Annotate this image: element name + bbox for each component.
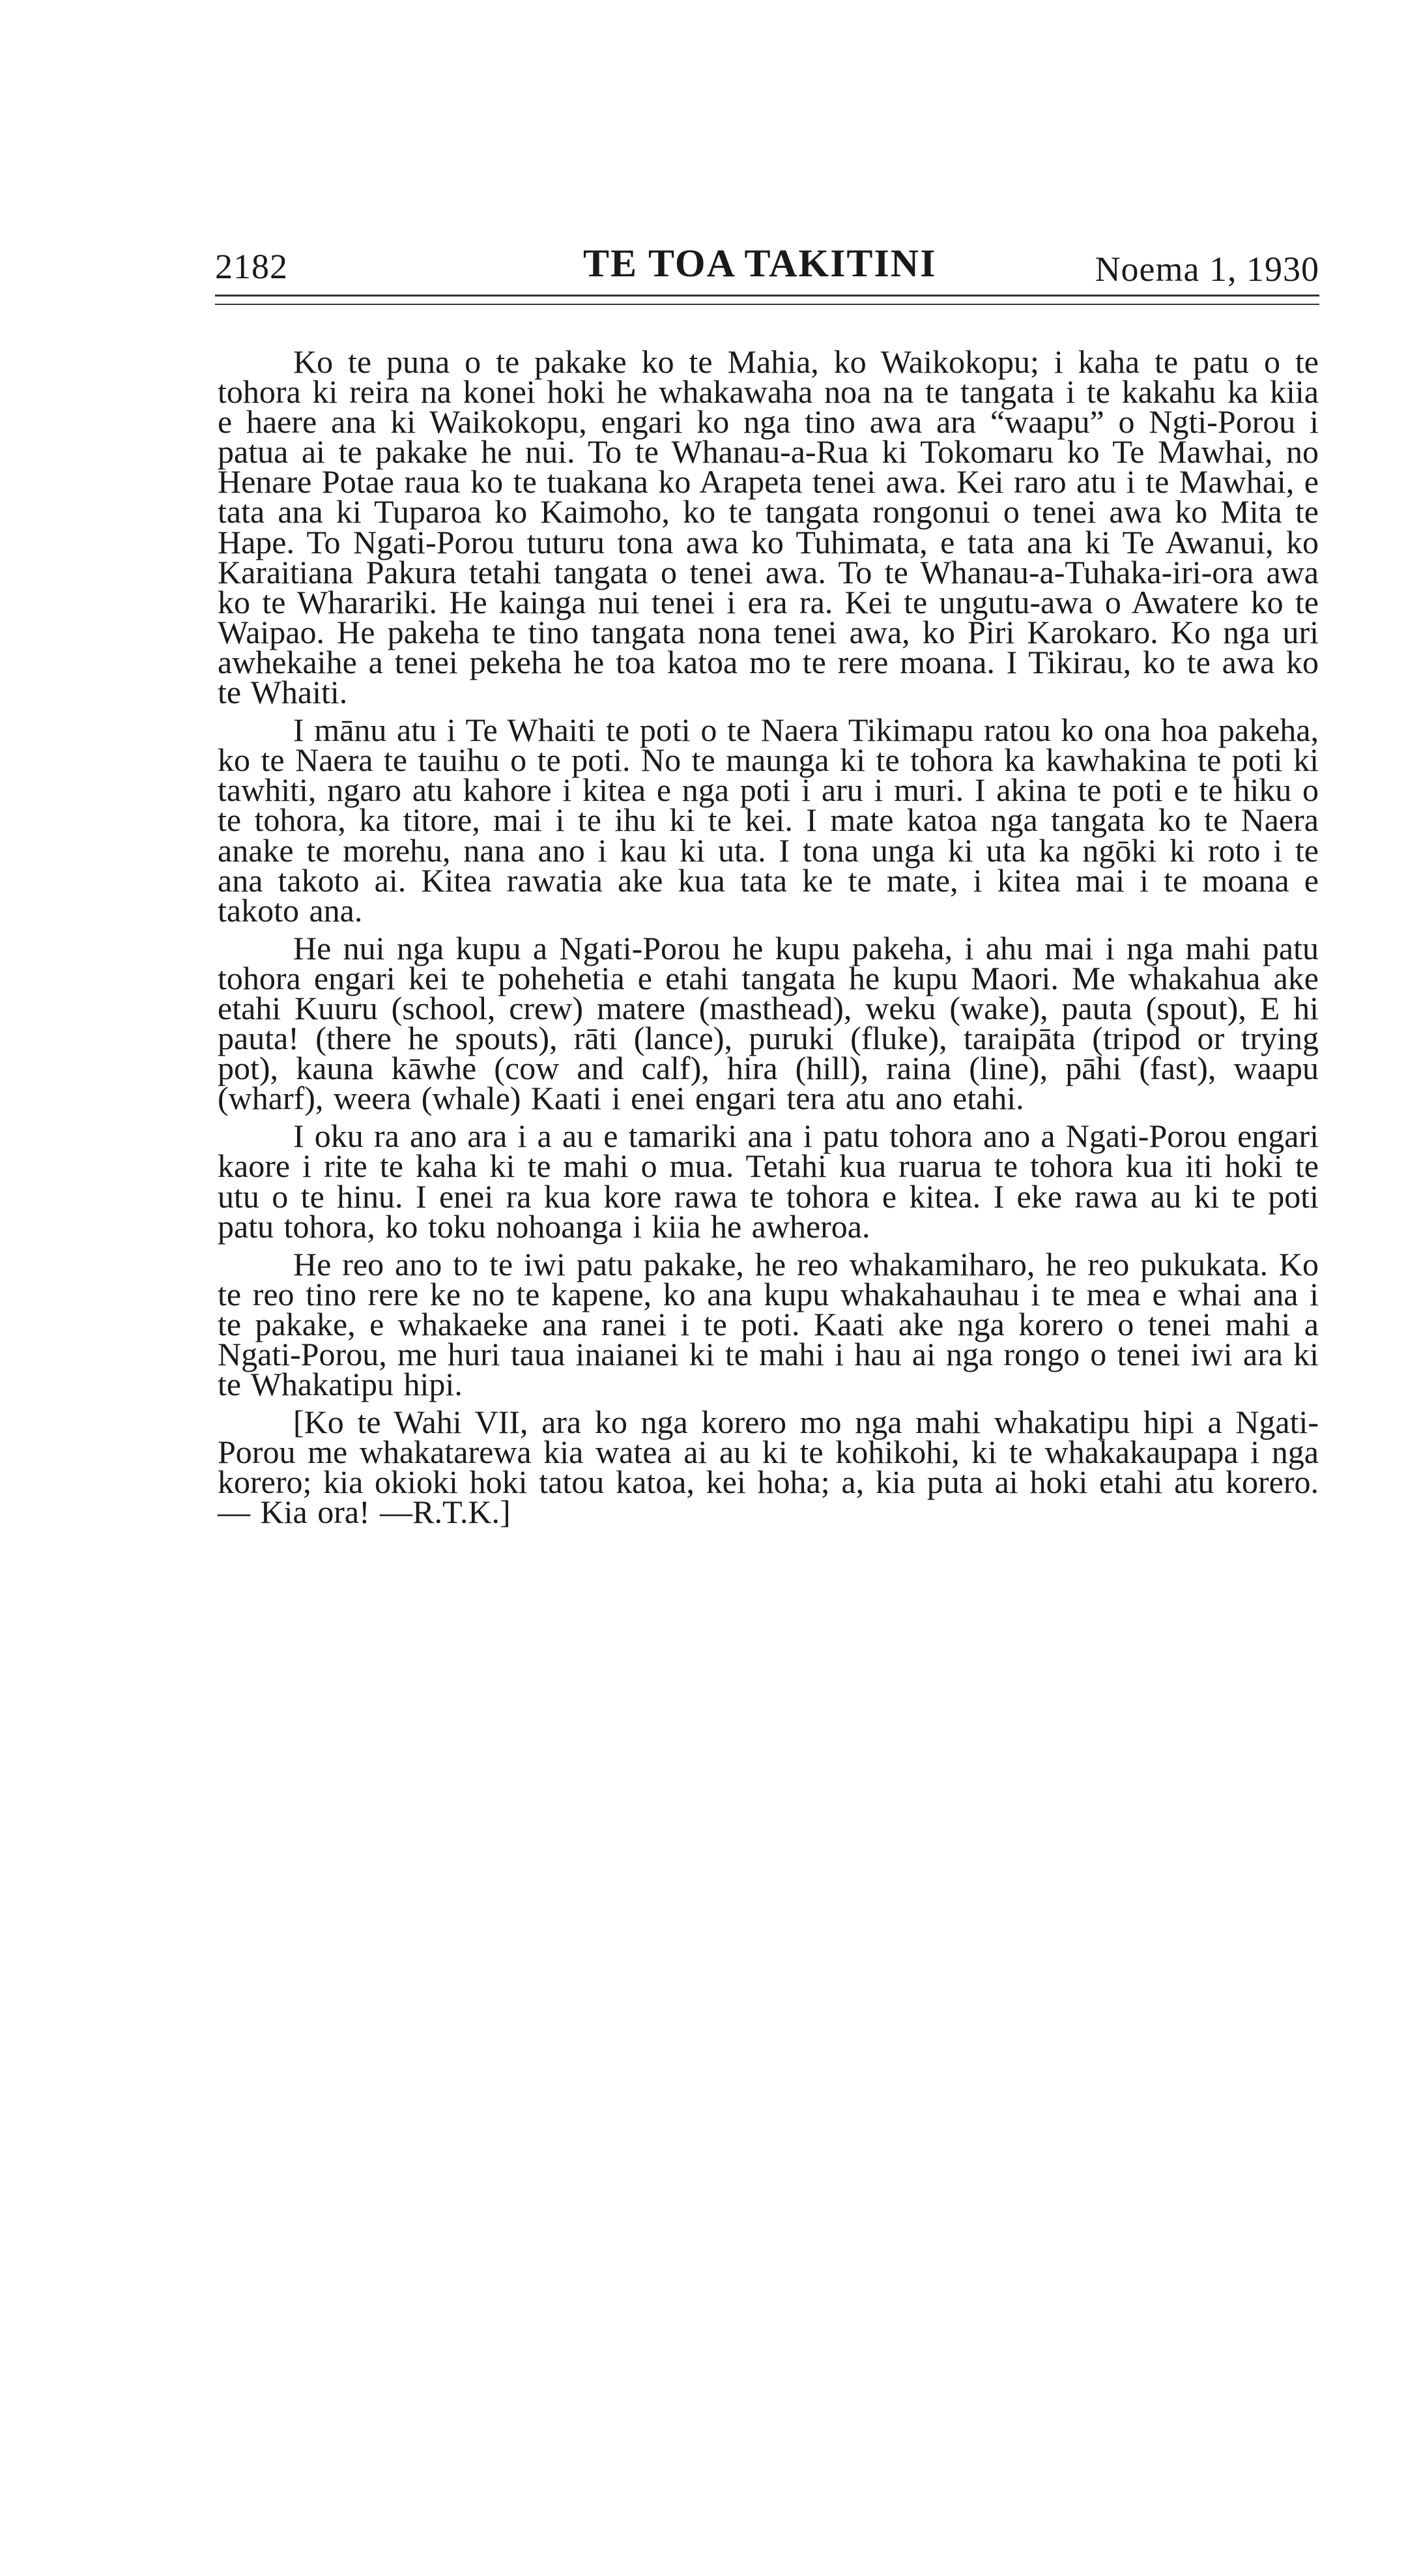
paragraph-1: Ko te puna o te pakake ko te Mahia, ko Waikokopu; i kaha te patu o te tohora ki reira na konei hoki he whakawaha noa na te tangata i te kakahu ka kiia e haere ana ki Waikokopu, engari ko nga tino awa ara “waapu” o Ngti-Porou i patua ai te pakake he nui. To te Whanau-a-Rua ki Tokomaru ko Te Mawhai, no Henare Potae raua ko te tuakana ko Arapeta tenei awa. Kei raro atu i te Mawhai, e tata ana ki Tuparoa ko Kaimoho, ko te tangata rongonui o tenei awa ko Mita te Hape. To Ngati-Porou tuturu tona awa ko Tuhimata, e tata ana ki Te Awanui, ko Karaitiana Pakura tetahi tangata o tenei awa. To te Whanau-a-Tuhaka-iri-ora awa ko te Wharariki. He kainga nui tenei i era ra. Kei te ungutu-awa o Awatere ko te Waipao. He pakeha te tino tangata nona tenei awa, ko Piri Karokaro. Ko nga uri awhekaihe a tenei pekeha he toa katoa mo te rere moana. I Tikirau, ko te awa ko te Whaiti. xyxy=(218,343,1319,711)
page-number: 2182 xyxy=(215,247,288,286)
paragraph-4: I oku ra ano ara i a au e tamariki ana i patu tohora ano a Ngati-Porou engari kaore i rite te kaha ki te mahi o mua. Tetahi kua ruarua te tohora kua iti hoki te utu o te hinu. I enei ra kua kore rawa te tohora e kitea. I eke rawa au ki te poti patu tohora, ko toku nohoanga i kiia he awheroa. xyxy=(218,1118,1319,1245)
paragraph-2: I mānu atu i Te Whaiti te poti o te Naera Tikimapu ratou ko ona hoa pakeha, ko te Naera te tauihu o te poti. No te maunga ki te tohora ka kawhakina te poti ki tawhiti, ngaro atu kahore i kitea e nga poti i aru i muri. I akina te poti e te hiku o te tohora, ka titore, mai i te ihu ki te kei. I mate katoa nga tangata ko te Naera anake te morehu, nana ano i kau ki uta. I tona unga ki uta ka ngōki ki roto i te ana takoto ai. Kitea rawatia ake kua tata ke te mate, i kitea mai i te moana e takoto ana. xyxy=(218,712,1319,929)
paragraph-6: [Ko te Wahi VII, ara ko nga korero mo nga mahi whakatipu hipi a Ngati-Porou me whakatarewa kia watea ai au ki te kohikohi, ki te whakakaupapa i nga korero; kia okioki hoki tatou katoa, kei hoha; a, kia puta ai hoki etahi atu korero.— Kia ora! —R.T.K.] xyxy=(218,1404,1319,1531)
header-rule-bottom xyxy=(215,304,1319,305)
journal-title: TE TOA TAKITINI xyxy=(583,242,937,285)
header-rule-top xyxy=(215,295,1319,297)
paragraph-3: He nui nga kupu a Ngati-Porou he kupu pakeha, i ahu mai i nga mahi patu tohora engari kei te pohehetia e etahi tangata he kupu Maori. Me whakahua ake etahi Kuuru (school, crew) matere (masthead), weku (wake), pauta (spout), E hi pauta! (there he spouts), rāti (lance), puruki (fluke), taraipāta (tripod or trying pot), kauna kāwhe (cow and calf), hira (hill), raina (line), pāhi (fast), waapu (wharf), weera (whale) Kaati i enei engari tera atu ano etahi. xyxy=(218,929,1319,1117)
paragraph-5: He reo ano to te iwi patu pakake, he reo whakamiharo, he reo pukukata. Ko te reo tino rere ke no te kapene, ko ana kupu whakahauhau i te mea e whai ana i te pakake, e whakaeke ana ranei i te poti. Kaati ake nga korero o tenei mahi a Ngati-Porou, me huri taua inaianei ki te mahi i hau ai nga rongo o tenei iwi ara ki te Whakatipu hipi. xyxy=(218,1245,1319,1403)
page-header xyxy=(215,241,1319,293)
article-body xyxy=(218,343,1319,1535)
issue-date: Noema 1, 1930 xyxy=(1095,250,1319,289)
